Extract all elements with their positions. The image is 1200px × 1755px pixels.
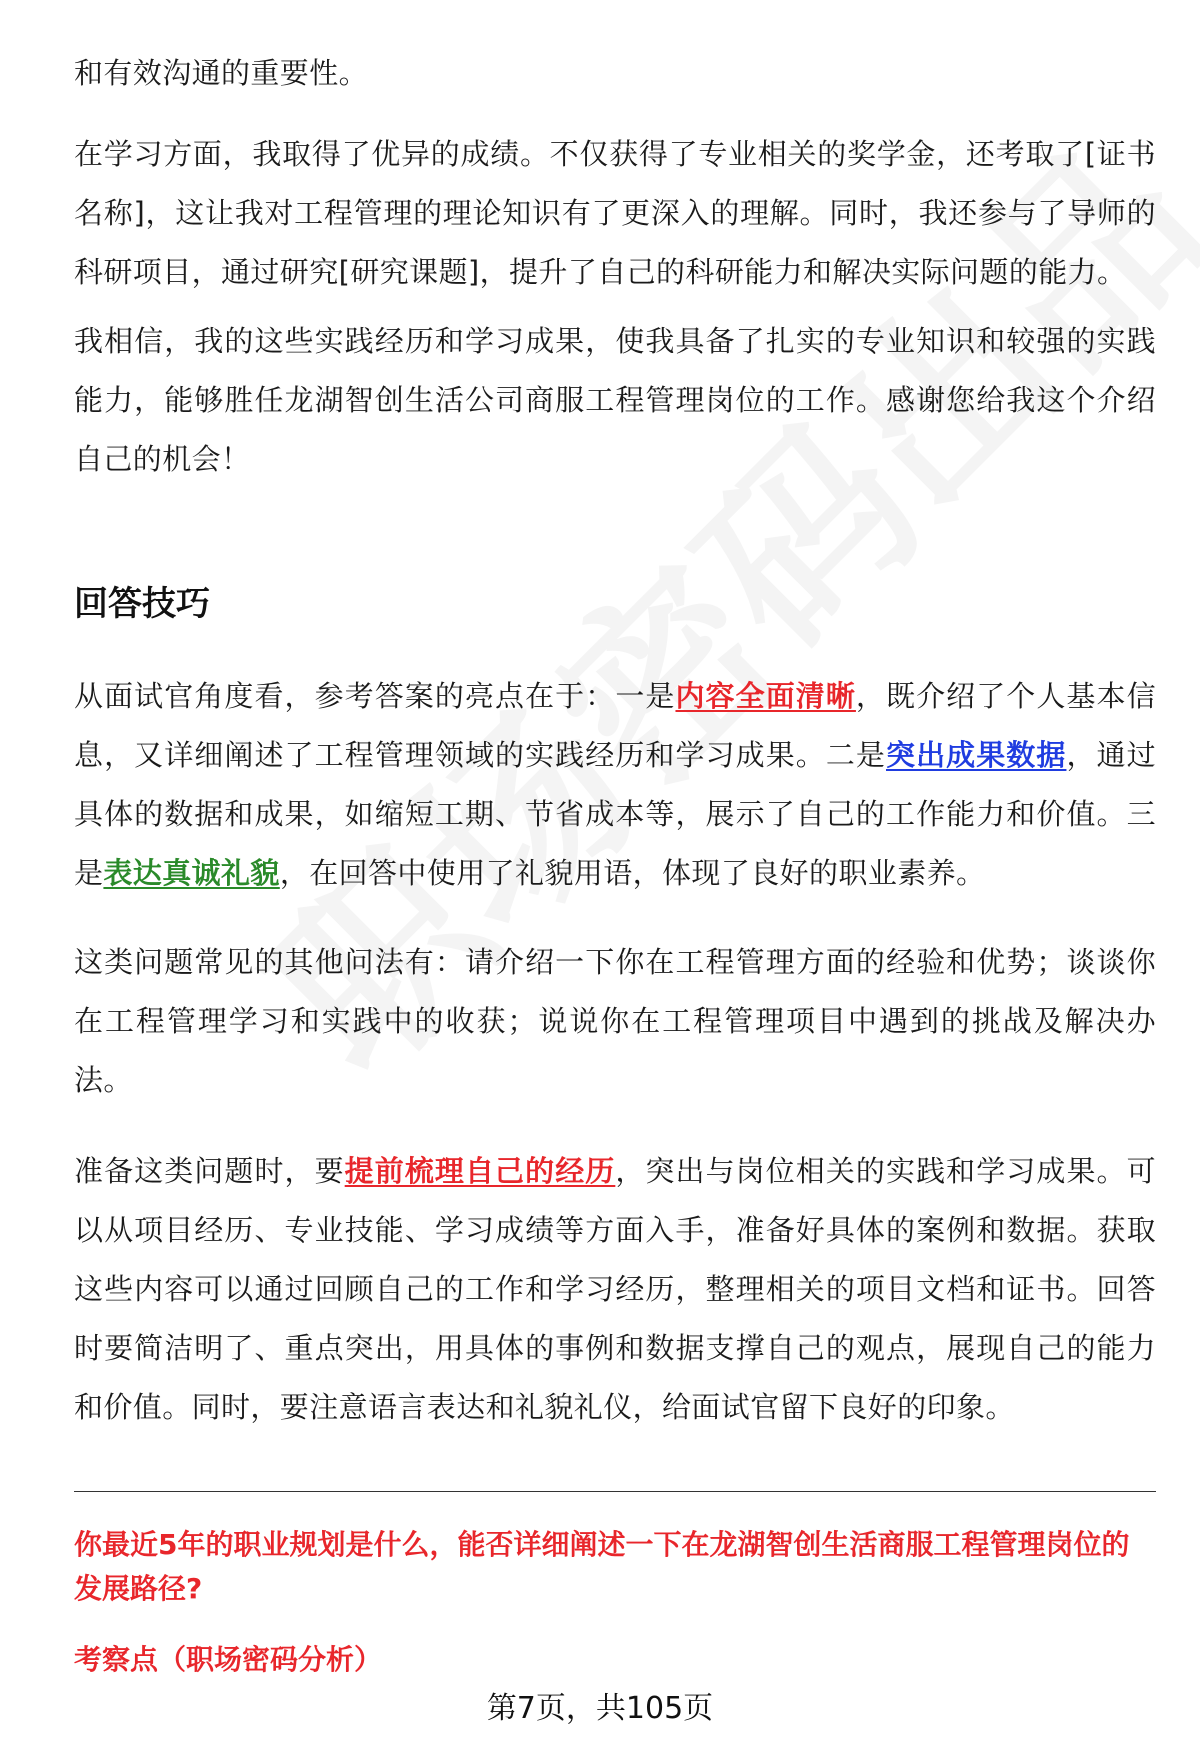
paragraph-study: 在学习方面，我取得了优异的成绩。不仅获得了专业相关的奖学金，还考取了[证书名称]，这让我对工程管理的理论知识有了更深入的理解。同时，我还参与了导师的科研项目，通过研究[研究课题]，提升了自己的科研能力和解决实际问题的能力。 <box>74 137 1156 289</box>
paragraph-intro-end: 和有效沟通的重要性。 <box>74 56 369 90</box>
paragraph-preparation <box>74 1142 1156 1437</box>
page-number: 第7页，共105页 <box>486 1691 714 1726</box>
section-heading-tips: 回答技巧 <box>74 584 210 624</box>
highlight-content-clear: 内容全面清晰 <box>675 679 856 713</box>
text-segment: ，突出与岗位相关的实践和学习成果。可以从项目经历、专业技能、学习成绩等方面入手，准备好具体的案例和数据。获取这些内容可以通过回顾自己的工作和学习经历，整理相关的项目文档和证书。回答时要简洁明了、重点突出，用具体的事例和数据支撑自己的观点，展现自己的能力和价值。同时，要注意语言表达和礼貌礼仪，给面试官留下良好的印象。 <box>74 1154 1156 1424</box>
next-question-subhead: 考察点（职场密码分析） <box>74 1643 383 1676</box>
highlight-sincere-polite: 表达真诚礼貌 <box>103 856 280 890</box>
paragraph-other-questions: 这类问题常见的其他问法有：请介绍一下你在工程管理方面的经验和优势；谈谈你在工程管理学习和实践中的收获；说说你在工程管理项目中遇到的挑战及解决办法。 <box>74 945 1156 1097</box>
text-segment: 从面试官角度看，参考答案的亮点在于：一是 <box>74 679 676 713</box>
section-divider <box>74 1491 1156 1492</box>
highlight-achievement-data: 突出成果数据 <box>886 738 1067 772</box>
paragraph-tips-highlights <box>74 667 1156 903</box>
text-segment: ，在回答中使用了礼貌用语，体现了良好的职业素养。 <box>279 856 986 890</box>
text-segment: ，既介绍了个人基本信息，又详细阐述了工程管理领域的实践经历和学习成果。二是 <box>74 679 1156 772</box>
text-segment: ，通过具体的数据和成果，如缩短工期、节省成本等，展示了自己的工作能力和价值。三是 <box>74 738 1157 890</box>
paragraph-conclusion: 我相信，我的这些实践经历和学习成果，使我具备了扎实的专业知识和较强的实践能力，能够胜任龙湖智创生活公司商服工程管理岗位的工作。感谢您给我这个介绍自己的机会！ <box>74 324 1156 476</box>
highlight-review-experience: 提前梳理自己的经历 <box>344 1154 616 1188</box>
text-segment: 准备这类问题时，要 <box>74 1154 345 1188</box>
next-question-title: 你最近5年的职业规划是什么，能否详细阐述一下在龙湖智创生活商服工程管理岗位的发展路径? <box>74 1528 1130 1605</box>
